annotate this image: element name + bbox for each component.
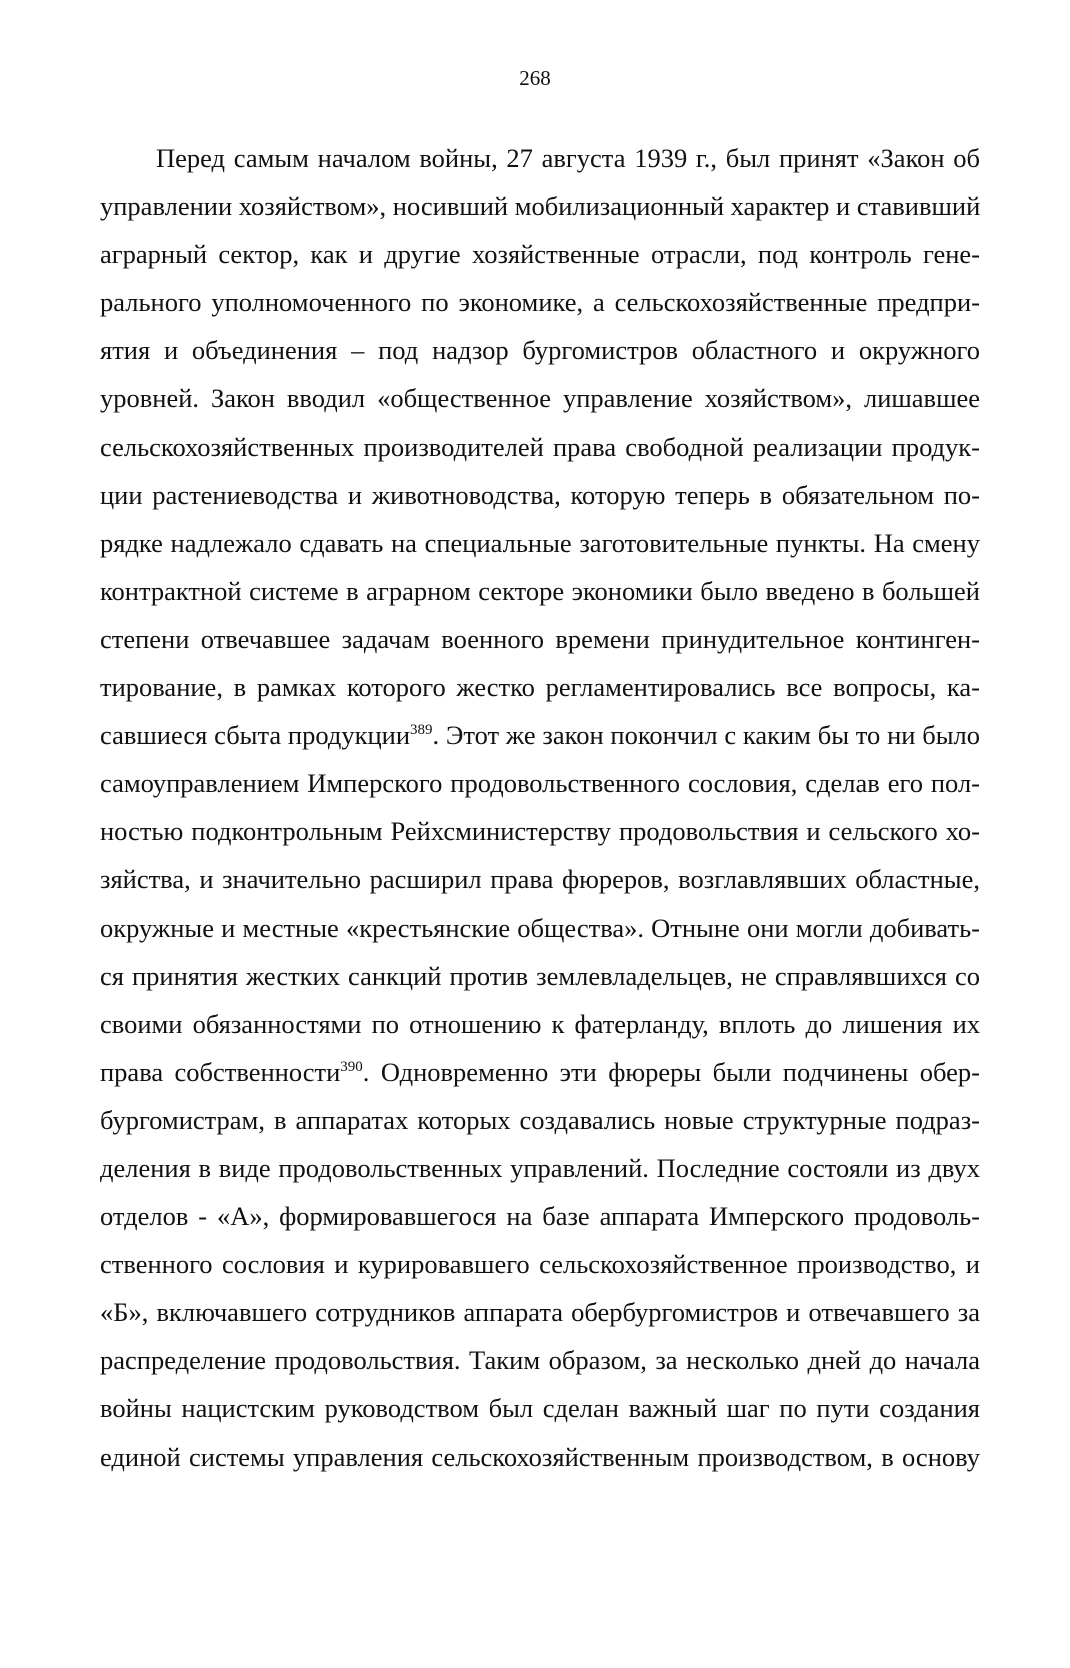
text-line: ственного сословия и курировавшего сельскохозяйственное производство, и	[100, 1249, 980, 1280]
text-line: сельскохозяйственных производителей права свободной реализации продук-	[100, 431, 980, 462]
text-line: Перед самым началом войны, 27 августа 1939 г., был принят «Закон об	[156, 143, 980, 173]
text-segment: . Этот же закон покончил с каким бы то ни было	[432, 720, 980, 751]
text-line: ностью подконтрольным Рейхсминистерству продовольствия и сельского хо-	[100, 816, 980, 847]
text-line: ятия и объединения – под надзор бургомистров областного и окружного	[100, 335, 980, 366]
text-line: распределение продовольствия. Таким образом, за несколько дней до начала	[100, 1345, 980, 1376]
text-line: уровней. Закон вводил «общественное управление хозяйством», лишавшее	[100, 383, 980, 414]
text-segment: . Одновременно эти фюреры были подчинены обер-	[362, 1056, 980, 1087]
text-line: «Б», включавшего сотрудников аппарата обербургомистров и отвечавшего за	[100, 1297, 980, 1328]
text-line: рядке надлежало сдавать на специальные заготовительные пункты. На смену	[100, 527, 980, 558]
text-line: степени отвечавшее задачам военного времени принудительное континген-	[100, 623, 980, 654]
text-segment: права собственности	[100, 1056, 341, 1087]
text-line: войны нацистским руководством был сделан важный шаг по пути создания	[100, 1393, 980, 1424]
footnote-ref: 389	[410, 722, 433, 739]
body-paragraph	[100, 134, 980, 1481]
text-line: отделов - «А», формировавшегося на базе аппарата Имперского продоволь-	[100, 1201, 980, 1232]
text-line-with-footnote	[100, 711, 980, 759]
text-line: своими обязанностями по отношению к фатерланду, вплоть до лишения их	[100, 1008, 980, 1039]
text-line: окружные и местные «крестьянские общества». Отныне они могли добивать-	[100, 912, 980, 943]
text-line: контрактной системе в аграрном секторе экономики было введено в большей	[100, 575, 980, 606]
text-line: самоуправлением Имперского продовольственного сословия, сделав его пол-	[100, 768, 980, 799]
text-line: бургомистрам, в аппаратах которых создавались новые структурные подраз-	[100, 1104, 980, 1135]
text-line-with-footnote	[100, 1048, 980, 1096]
text-line: рального уполномоченного по экономике, а сельскохозяйственные предпри-	[100, 287, 980, 318]
text-line: ции растениеводства и животноводства, которую теперь в обязательном по-	[100, 479, 980, 510]
text-segment: савшиеся сбыта продукции	[100, 720, 411, 751]
text-line: единой системы управления сельскохозяйственным производством, в основу	[100, 1441, 980, 1472]
text-line: аграрный сектор, как и другие хозяйственные отрасли, под контроль гене-	[100, 239, 980, 270]
page-number: 268	[519, 66, 551, 90]
text-line: зяйства, и значительно расширил права фюреров, возглавлявших областные,	[100, 864, 980, 895]
text-line: управлении хозяйством», носивший мобилизационный характер и ставивший	[100, 191, 981, 222]
text-line: тирование, в рамках которого жестко регламентировались все вопросы, ка-	[100, 672, 980, 703]
text-line: деления в виде продовольственных управлений. Последние состояли из двух	[100, 1152, 980, 1183]
text-line: ся принятия жестких санкций против землевладельцев, не справлявшихся со	[100, 960, 980, 991]
footnote-ref: 390	[340, 1058, 363, 1075]
